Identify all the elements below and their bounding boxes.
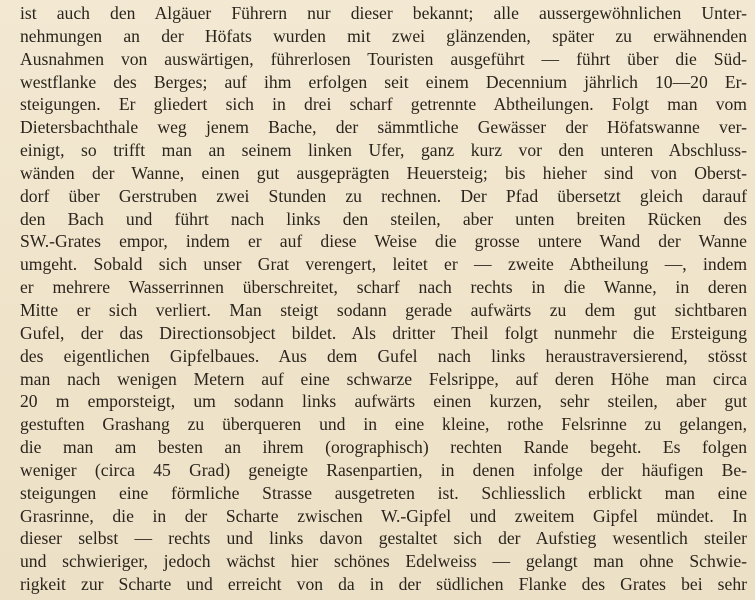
text-line: den Bach und führt nach links den steilen, aber unten breiten Rücken des <box>20 208 747 229</box>
text-line: die man am besten an ihrem (orographisch) rechten Rande begeht. Es folgen <box>20 437 747 458</box>
text-line: und schwieriger, jedoch wächst hier schönes Edelweiss — gelangt man ohne Schwie- <box>20 551 747 572</box>
text-line: nehmungen an der Höfats wurden mit zwei glänzenden, später zu erwähnenden <box>20 25 747 46</box>
text-line: rigkeit zur Scharte und erreicht von da in der südlichen Flanke des Grates bei sehr <box>20 574 747 595</box>
text-line: des eigentlichen Gipfelbaues. Aus dem Gufel nach links heraustraversierend, stösst <box>20 345 747 366</box>
text-line: SW.-Grates empor, indem er auf diese Weise die grosse untere Wand der Wanne <box>20 231 747 252</box>
text-line: einigt, so trifft man an seinem linken Ufer, ganz kurz vor den unteren Abschluss- <box>20 140 747 161</box>
text-line: Ausnahmen von auswärtigen, führerlosen Touristen ausgeführt — führt über die Süd- <box>20 48 747 69</box>
text-line: er mehrere Wasserrinnen überschreitet, scharf nach rechts in die Wanne, in deren <box>20 277 747 298</box>
text-line: Grasrinne, die in der Scharte zwischen W.-Gipfel und zweitem Gipfel mündet. In <box>20 505 747 526</box>
text-line: Mitte er sich verliert. Man steigt sodann gerade aufwärts zu dem gut sichtbaren <box>20 299 747 320</box>
text-line: wänden der Wanne, einen gut ausgeprägten Heuersteig; bis hieher sind von Oberst- <box>20 162 747 183</box>
text-line: steigungen. Er gliedert sich in drei scharf getrennte Abtheilungen. Folgt man vom <box>20 94 747 115</box>
text-line: dorf über Gerstruben zwei Stunden zu rechnen. Der Pfad übersetzt gleich darauf <box>20 185 747 206</box>
text-line: dieser selbst — rechts und links davon gestaltet sich der Aufstieg wesentlich steiler <box>20 528 747 549</box>
text-line: Dietersbachthale weg jenem Bache, der sämmtliche Gewässer der Höfatswanne ver- <box>20 117 747 138</box>
text-line: 20 m emporsteigt, um sodann links aufwärts einen kurzen, sehr steilen, aber gut <box>20 391 747 412</box>
text-line: steigungen eine förmliche Strasse ausgetreten ist. Schliesslich erblickt man eine <box>20 482 747 503</box>
text-line: man nach wenigen Metern auf eine schwarze Felsrippe, auf deren Höhe man circa <box>20 368 747 389</box>
text-line: gestuften Grashang zu überqueren und in eine kleine, rothe Felsrinne zu gelangen, <box>20 414 747 435</box>
text-line: umgeht. Sobald sich unser Grat verengert, leitet er — zweite Abtheilung —, indem <box>20 254 747 275</box>
text-line: weniger (circa 45 Grad) geneigte Rasenpartien, in denen infolge der häufigen Be- <box>20 459 747 480</box>
text-line: Gufel, der das Directionsobject bildet. Als dritter Theil folgt nunmehr die Ersteigung <box>20 322 747 343</box>
text-line: ist auch den Algäuer Führern nur dieser bekannt; alle aussergewöhnlichen Unter- <box>20 3 747 23</box>
text-line: westflanke des Berges; auf ihm erfolgen seit einem Decennium jährlich 10—20 Er- <box>20 71 747 92</box>
